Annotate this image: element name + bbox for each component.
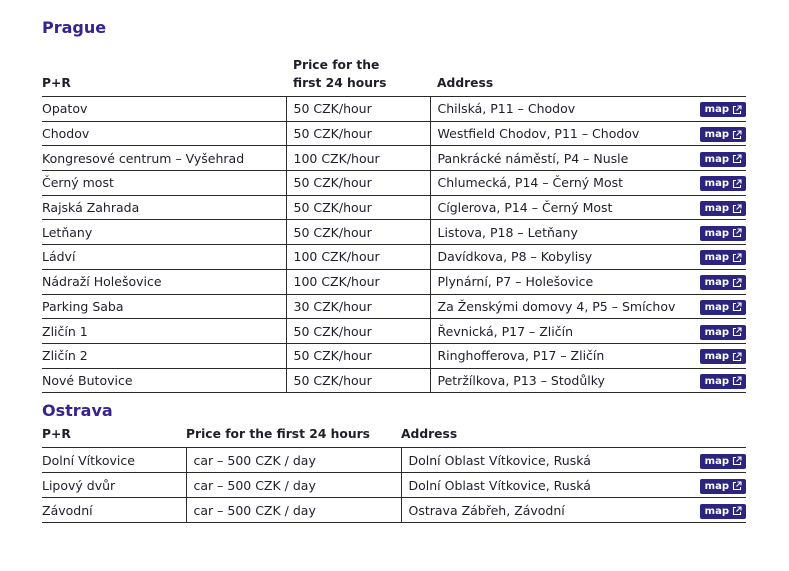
address-cell: Dolní Oblast Vítkovice, Ruská — [401, 448, 688, 473]
price-cell: car – 500 CZK / day — [186, 448, 401, 473]
external-link-icon — [732, 376, 742, 386]
map-cell — [688, 498, 746, 523]
map-link-button[interactable] — [700, 325, 746, 340]
address-cell: Westfield Chodov, P11 – Chodov — [430, 121, 688, 146]
prague-heading: Prague — [42, 18, 107, 37]
map-link-button[interactable] — [700, 102, 746, 117]
price-cell: car – 500 CZK / day — [186, 473, 401, 498]
map-link-button[interactable] — [700, 127, 746, 142]
map-link-button[interactable] — [700, 275, 746, 290]
address-cell: Chilská, P11 – Chodov — [430, 97, 688, 122]
address-cell: Dolní Oblast Vítkovice, Ruská — [401, 473, 688, 498]
map-link-button[interactable] — [700, 201, 746, 216]
map-cell — [688, 121, 746, 146]
map-cell — [688, 220, 746, 245]
external-link-icon — [732, 204, 742, 214]
column-header-address: Address — [401, 425, 688, 448]
pr-name: Rajská Zahrada — [42, 195, 286, 220]
map-cell — [688, 171, 746, 196]
pr-name: Nové Butovice — [42, 368, 286, 393]
external-link-icon — [732, 154, 742, 164]
address-cell: Za Ženskými domovy 4, P5 – Smíchov — [430, 294, 688, 319]
address-cell: Petržílkova, P13 – Stodůlky — [430, 368, 688, 393]
map-link-label: map — [704, 455, 729, 467]
column-header-price-label: Price for the first 24 hours — [293, 58, 387, 90]
map-link-label: map — [704, 351, 729, 363]
map-link-button[interactable] — [700, 479, 746, 494]
table-row — [42, 368, 746, 393]
price-cell: 50 CZK/hour — [286, 121, 430, 146]
address-cell: Listova, P18 – Letňany — [430, 220, 688, 245]
external-link-icon — [732, 302, 742, 312]
table-row — [42, 220, 746, 245]
address-cell: Cíglerova, P14 – Černý Most — [430, 195, 688, 220]
map-cell — [688, 269, 746, 294]
map-link-label: map — [704, 104, 729, 116]
external-link-icon — [732, 352, 742, 362]
price-cell: 100 CZK/hour — [286, 269, 430, 294]
column-header-price — [286, 42, 430, 97]
pr-name: Chodov — [42, 121, 286, 146]
external-link-icon — [732, 130, 742, 140]
pr-name: Parking Saba — [42, 294, 286, 319]
table-row — [42, 121, 746, 146]
ostrava-header-row — [42, 425, 746, 448]
map-cell — [688, 245, 746, 270]
map-cell — [688, 319, 746, 344]
address-cell: Chlumecká, P14 – Černý Most — [430, 171, 688, 196]
map-link-label: map — [704, 480, 729, 492]
address-cell: Ringhofferova, P17 – Zličín — [430, 343, 688, 368]
external-link-icon — [732, 228, 742, 238]
map-link-button[interactable] — [700, 226, 746, 241]
map-cell — [688, 343, 746, 368]
ostrava-heading: Ostrava — [42, 401, 113, 420]
prague-section — [42, 14, 746, 393]
price-cell: 50 CZK/hour — [286, 97, 430, 122]
table-row — [42, 171, 746, 196]
column-header-map — [688, 42, 746, 97]
map-cell — [688, 146, 746, 171]
price-cell: 50 CZK/hour — [286, 319, 430, 344]
price-cell: 50 CZK/hour — [286, 343, 430, 368]
column-header-address: Address — [430, 42, 688, 97]
pr-name: Lipový dvůr — [42, 473, 186, 498]
price-cell: 100 CZK/hour — [286, 146, 430, 171]
ostrava-section — [42, 397, 746, 523]
map-link-button[interactable] — [700, 152, 746, 167]
map-link-label: map — [704, 129, 729, 141]
map-link-label: map — [704, 252, 729, 264]
table-row — [42, 269, 746, 294]
map-link-button[interactable] — [700, 504, 746, 519]
map-link-label: map — [704, 203, 729, 215]
map-cell — [688, 448, 746, 473]
pr-name: Opatov — [42, 97, 286, 122]
external-link-icon — [732, 105, 742, 115]
column-header-pr: P+R — [42, 425, 186, 448]
prague-header-row — [42, 42, 746, 97]
map-link-label: map — [704, 375, 729, 387]
address-cell: Plynární, P7 – Holešovice — [430, 269, 688, 294]
map-link-label: map — [704, 505, 729, 517]
map-link-label: map — [704, 227, 729, 239]
pr-name: Dolní Vítkovice — [42, 448, 186, 473]
address-cell: Řevnická, P17 – Zličín — [430, 319, 688, 344]
price-cell: 50 CZK/hour — [286, 171, 430, 196]
external-link-icon — [732, 253, 742, 263]
address-cell: Davídkova, P8 – Kobylisy — [430, 245, 688, 270]
price-cell: 100 CZK/hour — [286, 245, 430, 270]
table-row — [42, 245, 746, 270]
map-link-button[interactable] — [700, 349, 746, 364]
map-cell — [688, 195, 746, 220]
external-link-icon — [732, 278, 742, 288]
table-row — [42, 97, 746, 122]
price-cell: 30 CZK/hour — [286, 294, 430, 319]
table-row — [42, 146, 746, 171]
pr-name: Černý most — [42, 171, 286, 196]
pr-name: Nádraží Holešovice — [42, 269, 286, 294]
ostrava-table — [42, 425, 746, 523]
table-row — [42, 473, 746, 498]
table-row — [42, 448, 746, 473]
prague-table — [42, 42, 746, 393]
pr-name: Kongresové centrum – Vyšehrad — [42, 146, 286, 171]
pr-name: Letňany — [42, 220, 286, 245]
map-cell — [688, 294, 746, 319]
price-cell: car – 500 CZK / day — [186, 498, 401, 523]
external-link-icon — [732, 481, 742, 491]
column-header-price: Price for the first 24 hours — [186, 425, 401, 448]
column-header-map — [688, 425, 746, 448]
price-cell: 50 CZK/hour — [286, 368, 430, 393]
map-cell — [688, 368, 746, 393]
map-link-button[interactable] — [700, 374, 746, 389]
pr-name: Závodní — [42, 498, 186, 523]
column-header-pr: P+R — [42, 42, 286, 97]
map-link-label: map — [704, 277, 729, 289]
external-link-icon — [732, 456, 742, 466]
price-cell: 50 CZK/hour — [286, 195, 430, 220]
external-link-icon — [732, 327, 742, 337]
address-cell: Ostrava Zábřeh, Závodní — [401, 498, 688, 523]
table-row — [42, 319, 746, 344]
table-row — [42, 343, 746, 368]
table-row — [42, 195, 746, 220]
pr-name: Zličín 1 — [42, 319, 286, 344]
map-link-button[interactable] — [700, 300, 746, 315]
table-row — [42, 294, 746, 319]
map-link-label: map — [704, 153, 729, 165]
external-link-icon — [732, 179, 742, 189]
external-link-icon — [732, 506, 742, 516]
map-link-button[interactable] — [700, 176, 746, 191]
table-row — [42, 498, 746, 523]
map-link-button[interactable] — [700, 454, 746, 469]
pr-name: Ládví — [42, 245, 286, 270]
map-link-label: map — [704, 326, 729, 338]
map-cell — [688, 473, 746, 498]
map-link-label: map — [704, 178, 729, 190]
map-link-label: map — [704, 301, 729, 313]
pr-name: Zličín 2 — [42, 343, 286, 368]
address-cell: Pankrácké náměstí, P4 – Nusle — [430, 146, 688, 171]
map-cell — [688, 97, 746, 122]
map-link-button[interactable] — [700, 250, 746, 265]
price-cell: 50 CZK/hour — [286, 220, 430, 245]
